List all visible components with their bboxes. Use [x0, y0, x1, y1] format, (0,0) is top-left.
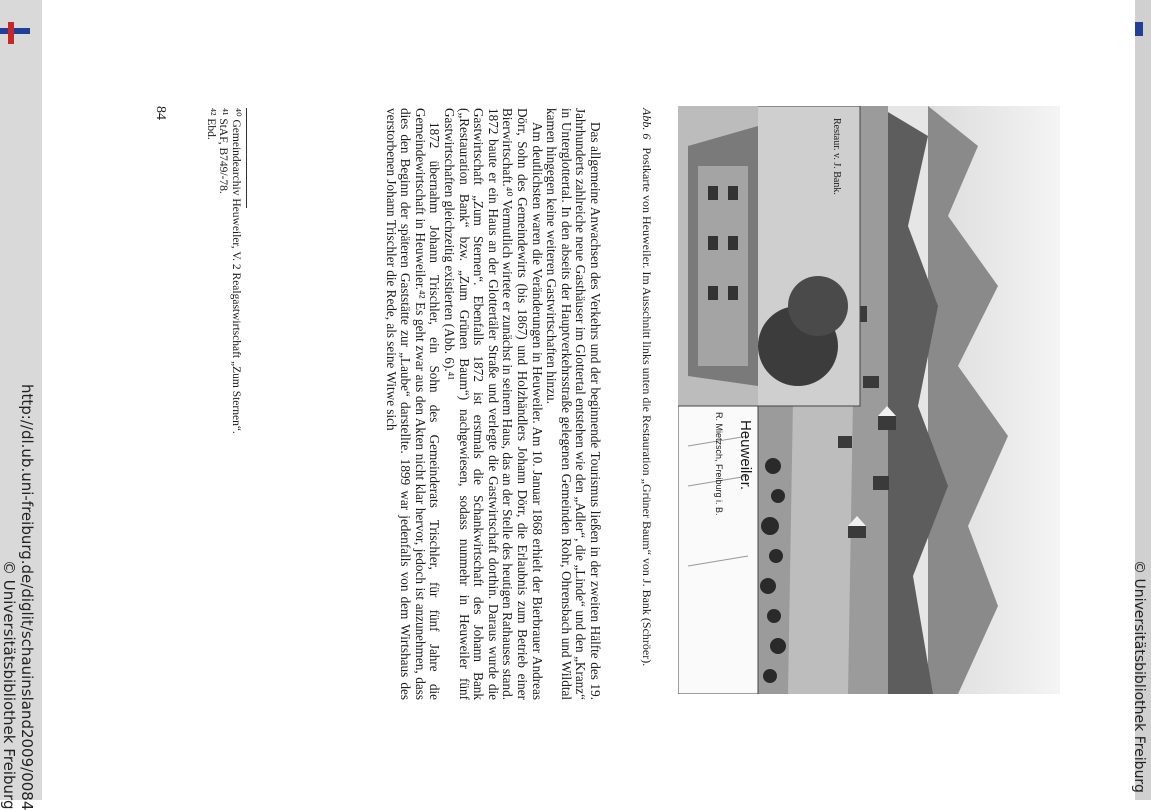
footnote: ⁴¹ StAF, B749/-78.	[217, 108, 230, 194]
copyright-left: © Universitätsbibliothek Freiburg	[0, 560, 18, 810]
flag-icon-stripe	[8, 22, 14, 44]
copyright-right: © Universitätsbibliothek Freiburg	[1131, 560, 1147, 793]
postcard-photo	[678, 106, 1060, 694]
caption-label: Abb. 6	[640, 108, 654, 140]
page-number: 84	[153, 106, 168, 120]
body-text	[383, 108, 602, 700]
document-page	[42, 0, 1135, 800]
paragraph: Am deutlichsten waren die Veränderungen in Heuweiler. Am 10. Januar 1868 erhielt der Bierbrauer Andreas Dörr, Sohn des Gemeindewirts (bis 1867) und Holzhändlers Johann Dörr, die Erlaubnis zum Betrieb einer Bierwirtschaft.⁴⁰ Vermutlich wirtete er zunächst in seinem Haus, das an der Stelle des heutigen Rathauses stand. 1872 baute er ein Haus an der Glottertäler Straße und verlegte die Gastwirtschaft dorthin. Daraus wurde die Gastwirtschaft „Zum Sternen“. Ebenfalls 1872 ist erstmals die Schankwirtschaft des Johann Bank („Restauration Bank“ bzw. „Zum Grünen Baum“) nachgewiesen, sodass nunmehr in Heuweiler fünf Gastwirtschaften gleichzeitig existierten (Abb. 6).⁴¹	[442, 108, 545, 700]
footnote: ⁴² Ebd.	[205, 108, 217, 140]
postcard-publisher: R. Mietzsch, Freiburg i. B.	[714, 412, 724, 516]
flag-icon	[0, 28, 30, 34]
footnote: ⁴⁰ Gemeindearchiv Heuweiler, V. 2 Realgastwirtschaft „Zum Sternen“.	[230, 108, 242, 434]
source-url-link[interactable]: http://dl.ub.uni-freiburg.de/diglit/schauinsland2009/0084	[18, 384, 36, 810]
footnotes	[205, 108, 248, 700]
paragraph: Das allgemeine Anwachsen des Verkehrs und der beginnende Tourismus ließen in der zweiten Hälfte des 19. Jahrhunderts zahlreiche neue Gasthäuser im Glottertal entstehen wie den „Adler“, die „Linde“ und den „Kranz“ in Unterglottertal. In den abseits der Hauptverkehrsstraße gelegenen Gemeinden Rohr, Ohrensbach und Wildtal kamen hingegen keine weiteren Gastwirtschaften hinzu.	[544, 108, 603, 700]
flag-icon-right	[1135, 22, 1143, 36]
paragraph: 1872 übernahm Johann Trischler, ein Sohn des Gemeinderats Trischler, für fünf Jahre die Gemeindewirtschaft in Heuweiler.⁴² Es geht zwar aus den Akten nicht klar hervor, jedoch ist anzunehmen, dass dies den Beginn der späteren Gaststätte zur „Laube“ darstellte. 1899 war jedenfalls von dem Wirtshaus des verstorbenen Johann Trischler die Rede, als seine Witwe sich	[383, 108, 443, 700]
figure-caption	[640, 108, 654, 700]
footnote-rule	[246, 108, 247, 208]
caption-text: Postkarte von Heuweiler. Im Ausschnitt links unten die Restauration „Grüner Baum“ von J. Bank (Schröer).	[640, 147, 654, 667]
postcard-title: Heuweiler.	[737, 420, 754, 491]
postcard-inset-label: Restaur. v. J. Bank.	[831, 118, 842, 195]
